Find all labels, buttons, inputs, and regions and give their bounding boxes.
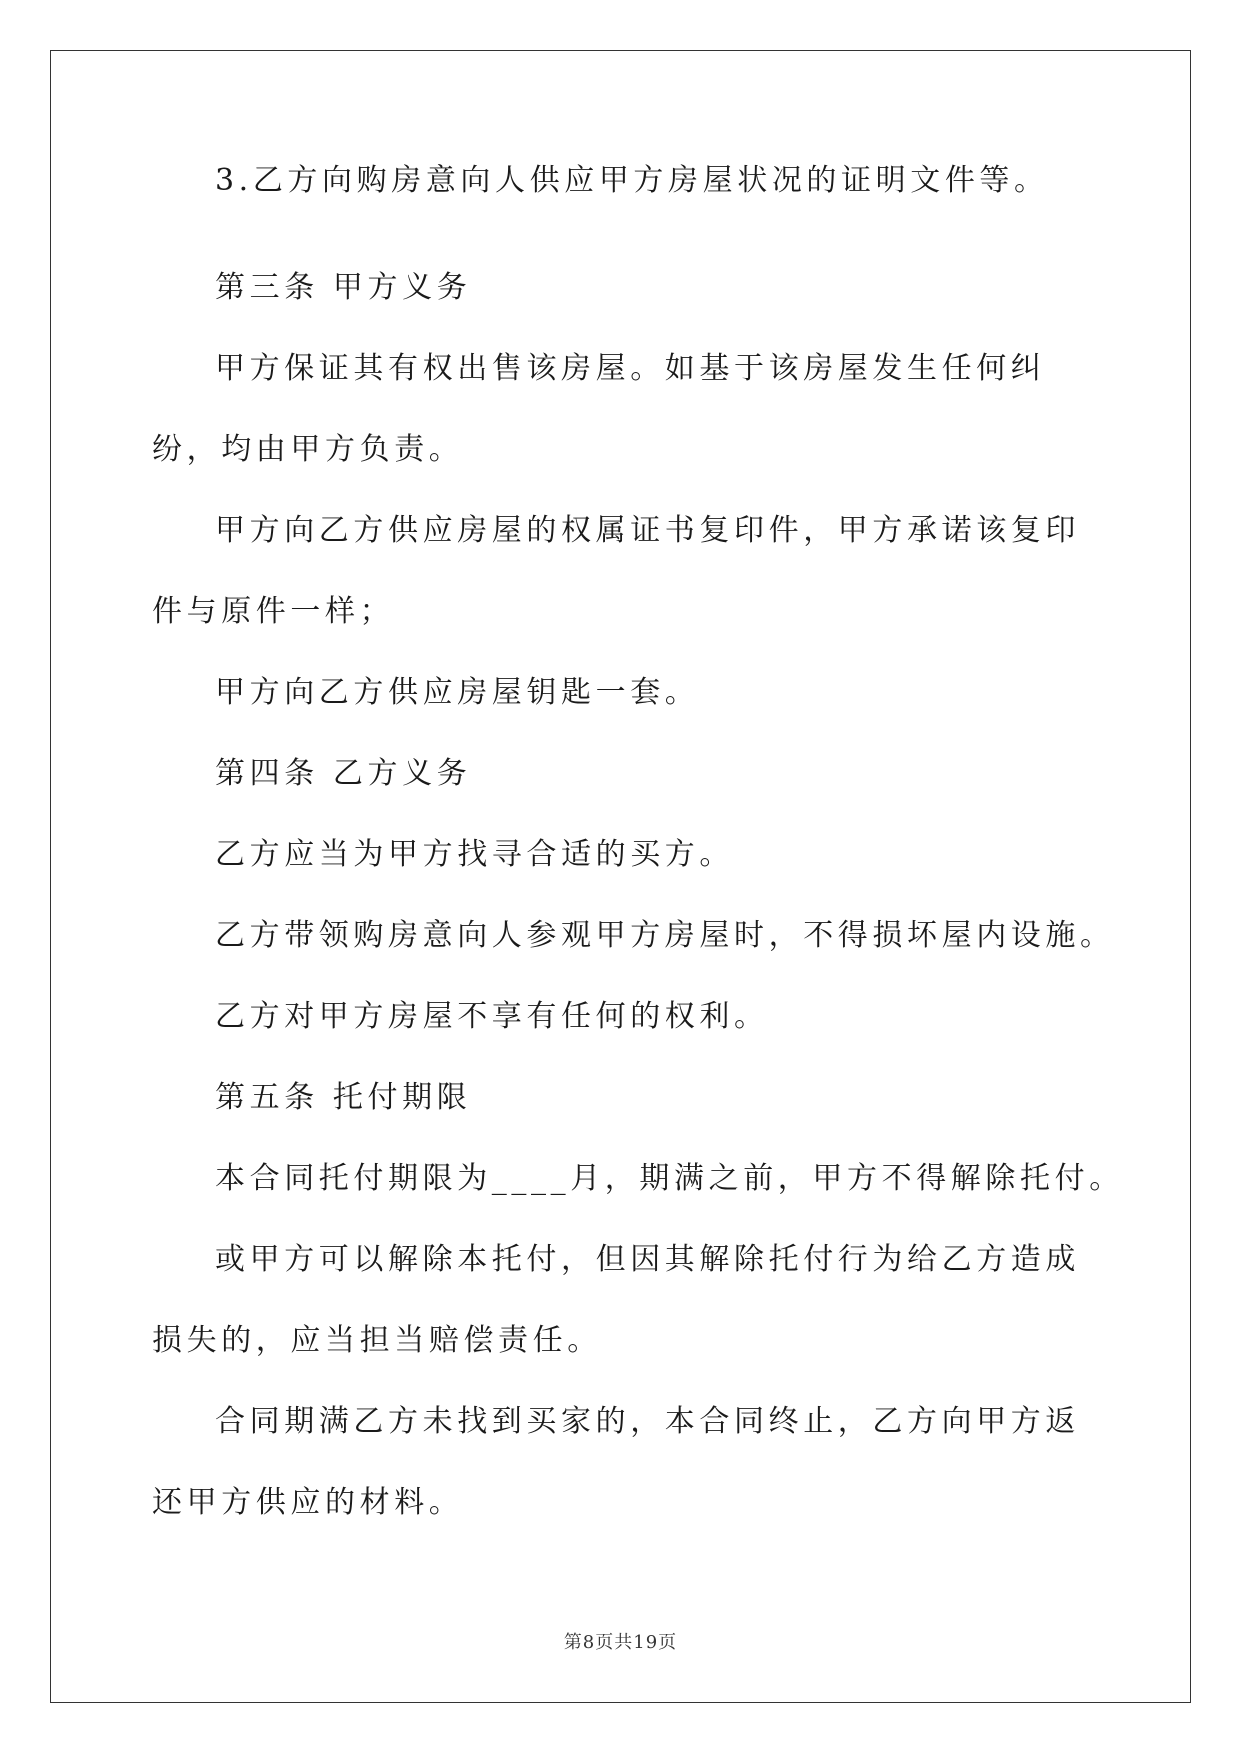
section-heading: 第五条 托付期限 — [215, 1080, 472, 1115]
paragraph: 甲方保证其有权出售该房屋。如基于该房屋发生任何纠纷，均由甲方负责。 — [152, 351, 1046, 467]
paragraph: 乙方带领购房意向人参观甲方房屋时，不得损坏屋内设施。 — [215, 918, 1115, 953]
page-number: 第8页 — [563, 1632, 615, 1653]
paragraph: 3.乙方向购房意向人供应甲方房屋状况的证明文件等。 — [215, 163, 1049, 198]
paragraph: 甲方向乙方供应房屋钥匙一套。 — [215, 675, 700, 710]
section-heading: 第四条 乙方义务 — [215, 756, 472, 791]
paragraph: 或甲方可以解除本托付，但因其解除托付行为给乙方造成损失的，应当担当赔偿责任。 — [152, 1242, 1080, 1358]
paragraph: 乙方对甲方房屋不享有任何的权利。 — [215, 999, 769, 1034]
paragraph: 甲方向乙方供应房屋的权属证书复印件，甲方承诺该复印件与原件一样； — [152, 513, 1080, 629]
page-total: 共19页 — [614, 1632, 678, 1653]
page-footer — [0, 1628, 1241, 1654]
paragraph: 本合同托付期限为____月，期满之前，甲方不得解除托付。 — [215, 1161, 1124, 1196]
section-heading: 第三条 甲方义务 — [215, 270, 472, 305]
document-body — [152, 163, 1124, 1543]
paragraph: 合同期满乙方未找到买家的，本合同终止，乙方向甲方返还甲方供应的材料。 — [152, 1404, 1080, 1520]
paragraph: 乙方应当为甲方找寻合适的买方。 — [215, 837, 734, 872]
